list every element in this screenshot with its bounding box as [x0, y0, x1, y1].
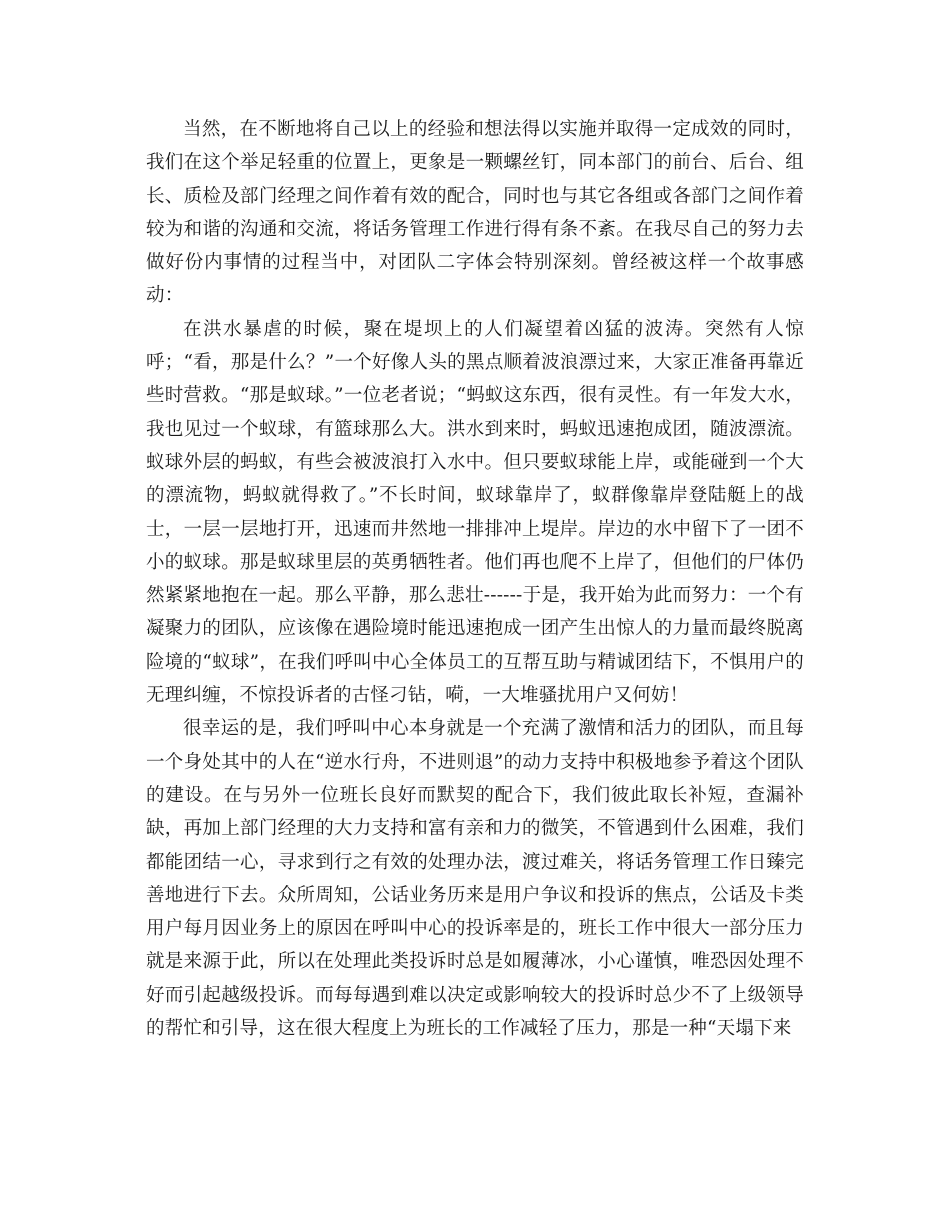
paragraph-2: 在洪水暴虐的时候，聚在堤坝上的人们凝望着凶猛的波涛。突然有人惊呼；“看，那是什么？”一个好像人头的黑点顺着波浪漂过来，大家正准备再靠近些时营救。“那是蚁球。”一位老者说；“蚂蚁这东西，很有灵性。有一年发大水，我也见过一个蚁球，有篮球那么大。洪水到来时，蚂蚁迅速抱成团，随波漂流。蚁球外层的蚂蚁，有些会被波浪打入水中。但只要蚁球能上岸，或能碰到一个大的漂流物，蚂蚁就得救了。”不长时间，蚁球靠岸了，蚁群像靠岸登陆艇上的战士，一层一层地打开，迅速而井然地一排排冲上堤岸。岸边的水中留下了一团不小的蚁球。那是蚁球里层的英勇牺牲者。他们再也爬不上岸了，但他们的尸体仍然紧紧地抱在一起。那么平静，那么悲壮------于是，我开始为此而努力：一个有凝聚力的团队，应该像在遇险境时能迅速抱成一团产生出惊人的力量而最终脱离险境的“蚁球”，在我们呼叫中心全体员工的互帮互助与精诚团结下，不惧用户的无理纠缠，不惊投诉者的古怪刁钻，嗬，一大堆骚扰用户又何妨！ — [146, 318, 804, 707]
paragraph-3: 很幸运的是，我们呼叫中心本身就是一个充满了激情和活力的团队，而且每一个身处其中的人在“逆水行舟，不进则退”的动力支持中积极地参予着这个团队的建设。在与另外一位班长良好而默契的配合下，我们彼此取长补短，查漏补缺，再加上部门经理的大力支持和富有亲和力的微笑，不管遇到什么困难，我们都能团结一心，寻求到行之有效的处理办法，渡过难关，将话务管理工作日臻完善地进行下去。众所周知，公话业务历来是用户争议和投诉的焦点，公话及卡类用户每月因业务上的原因在呼叫中心的投诉率是的，班长工作中很大一部分压力就是来源于此，所以在处理此类投诉时总是如履薄冰，小心谨慎，唯恐因处理不好而引起越级投诉。而每每遇到难以决定或影响较大的投诉时总少不了上级领导的帮忙和引导，这在很大程度上为班长的工作减轻了压力，那是一种“天塌下来 — [146, 718, 804, 1040]
document-body — [146, 113, 804, 1045]
paragraph-1: 当然，在不断地将自己以上的经验和想法得以实施并取得一定成效的同时，我们在这个举足轻重的位置上，更象是一颗螺丝钉，同本部门的前台、后台、组长、质检及部门经理之间作着有效的配合，同时也与其它各组或各部门之间作着较为和谐的沟通和交流，将话务管理工作进行得有条不紊。在我尽自己的努力去做好份内事情的过程当中，对团队二字体会特别深刻。曾经被这样一个故事感动： — [146, 119, 804, 307]
